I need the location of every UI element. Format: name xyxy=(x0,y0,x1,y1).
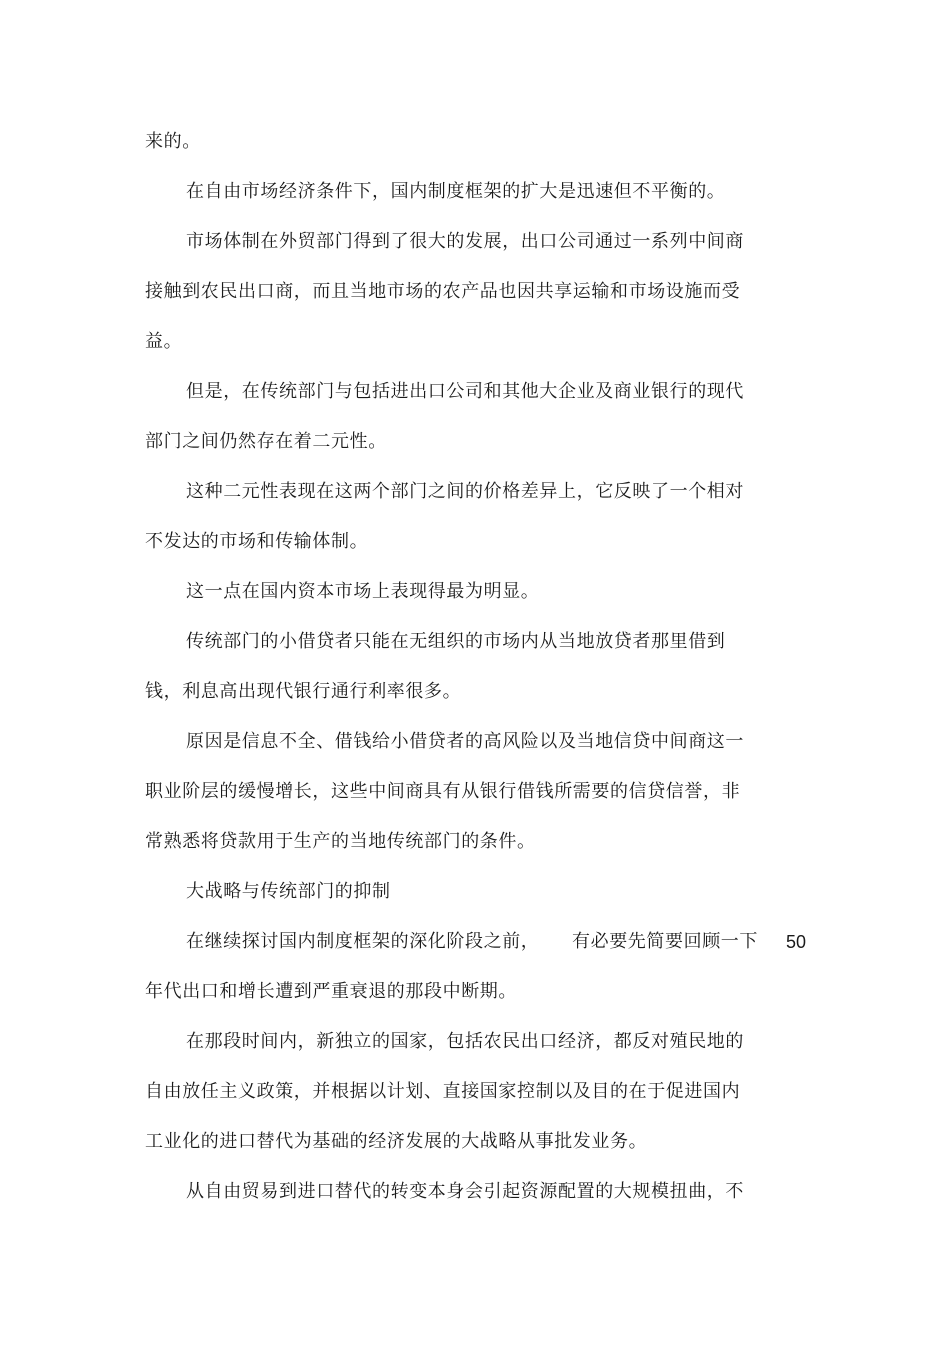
text-line: 接触到农民出口商，而且当地市场的农产品也因共享运输和市场设施而受 xyxy=(145,281,741,302)
text-line: 年代出口和增长遭到严重衰退的那段中断期。 xyxy=(145,981,517,1002)
text-line: 自由放任主义政策，并根据以计划、直接国家控制以及目的在于促进国内 xyxy=(145,1081,741,1102)
text-line: 益。 xyxy=(145,331,183,352)
text-line: 传统部门的小借贷者只能在无组织的市场内从当地放贷者那里借到 xyxy=(186,631,726,652)
section-heading: 大战略与传统部门的抑制 xyxy=(186,881,391,902)
text-line: 这一点在国内资本市场上表现得最为明显。 xyxy=(186,581,540,602)
text-line: 市场体制在外贸部门得到了很大的发展，出口公司通过一系列中间商 xyxy=(186,231,744,252)
text-line: 在自由市场经济条件下，国内制度框架的扩大是迅速但不平衡的。 xyxy=(186,181,726,202)
text-line: 工业化的进口替代为基础的经济发展的大战略从事批发业务。 xyxy=(145,1131,648,1152)
text-line: 不发达的市场和传输体制。 xyxy=(145,531,369,552)
number-fragment: 50 xyxy=(786,932,807,952)
text-line: 从自由贸易到进口替代的转变本身会引起资源配置的大规模扭曲，不 xyxy=(186,1181,744,1202)
text-line: 在那段时间内，新独立的国家，包括农民出口经济，都反对殖民地的 xyxy=(186,1031,744,1052)
text-line: 但是，在传统部门与包括进出口公司和其他大企业及商业银行的现代 xyxy=(186,381,744,402)
text-line: 这种二元性表现在这两个部门之间的价格差异上，它反映了一个相对 xyxy=(186,481,744,502)
text-line: 钱，利息高出现代银行通行利率很多。 xyxy=(145,681,462,702)
text-line: 原因是信息不全、借钱给小借贷者的高风险以及当地信贷中间商这一 xyxy=(186,731,744,752)
text-line: 来的。 xyxy=(145,131,201,152)
text-line: 常熟悉将贷款用于生产的当地传统部门的条件。 xyxy=(145,831,536,852)
text-line: 在继续探讨国内制度框架的深化阶段之前， xyxy=(186,931,540,952)
text-line: 有必要先简要回顾一下 xyxy=(572,931,758,952)
text-line: 职业阶层的缓慢增长，这些中间商具有从银行借钱所需要的信贷信誉，非 xyxy=(145,781,741,802)
text-line: 部门之间仍然存在着二元性。 xyxy=(145,431,387,452)
